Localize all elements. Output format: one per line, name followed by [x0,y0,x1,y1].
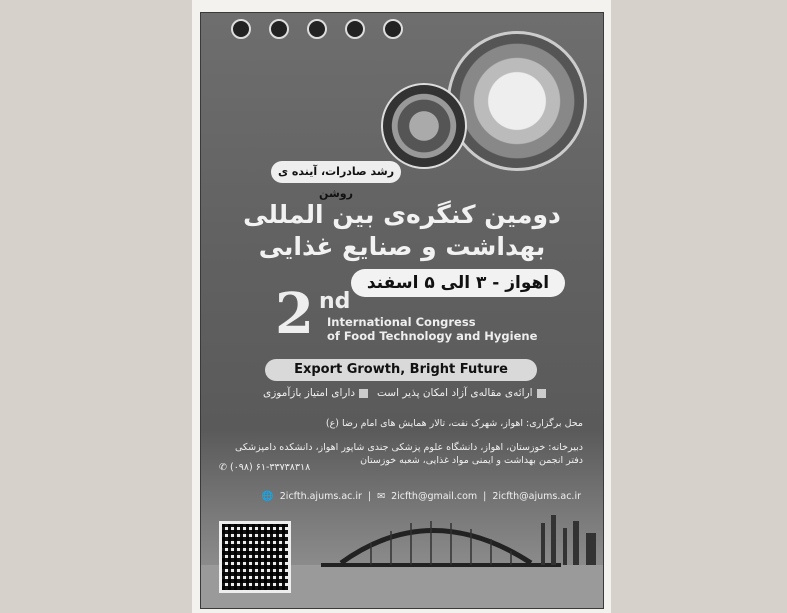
phone-number: ✆ (۰۹۸) ۶۱-۳۳۷۳۸۳۱۸ [219,462,311,473]
secretariat-line1: دبیرخانه: خوزستان، اهواز، دانشگاه علوم پزشکی جندی شاپور اهواز، دانشکده دامپزشکی [235,442,583,453]
separator: | [367,491,372,502]
logo-icon [269,19,289,39]
sponsor-logos [231,19,403,39]
english-congress-title [327,315,587,343]
english-title-line1: International Congress [327,315,476,329]
event-dates: اهواز - ۳ الی ۵ اسفند [351,269,565,297]
venue: محل برگزاری: اهواز، شهرک نفت، تالار همایش های امام رضا (ع) [325,418,583,429]
food-plate-image [447,31,587,171]
email-link-2[interactable]: 2icfth@ajums.ac.ir [492,491,581,502]
mail-icon: ✉ [377,491,386,502]
checkbox-icon [537,389,546,398]
ordinal-number: 2 [275,281,314,347]
persian-title-line1: دومین کنگره‌ی بین المللی [243,200,561,229]
english-title-line2: of Food Technology and Hygiene [327,329,538,343]
website-icon: 🌐 [261,491,274,502]
bridge-arch [341,531,531,564]
congress-poster [200,12,604,609]
separator: | [483,491,487,502]
feature-label: ارائه‌ی مقاله‌ی آزاد امکان پذیر است [377,387,533,399]
website-link[interactable]: 2icfth.ajums.ac.ir [279,491,362,502]
persian-title [201,199,603,263]
phone-icon: ✆ [219,462,227,473]
feature-free-paper [377,387,546,399]
logo-icon [231,19,251,39]
poster-sheet [192,0,611,613]
checkbox-icon [359,389,368,398]
feature-label: دارای امتیاز بازآموزی [263,387,356,399]
feature-cme-credit [263,387,368,399]
globe-gear-icon [381,83,467,169]
qr-code[interactable] [219,521,291,593]
english-slogan: Export Growth, Bright Future [265,359,537,381]
skyline [541,515,596,565]
logo-icon [383,19,403,39]
logo-icon [345,19,365,39]
secretariat-line2: دفتر انجمن بهداشت و ایمنی مواد غذایی، شعبه خوزستان [360,455,583,466]
persian-slogan: رشد صادرات، آینده ی روشن [271,161,401,183]
logo-icon [307,19,327,39]
ordinal-suffix: nd [319,289,351,314]
email-link-1[interactable]: 2icfth@gmail.com [391,491,478,502]
persian-title-line2: بهداشت و صنایع غذایی [258,232,546,261]
